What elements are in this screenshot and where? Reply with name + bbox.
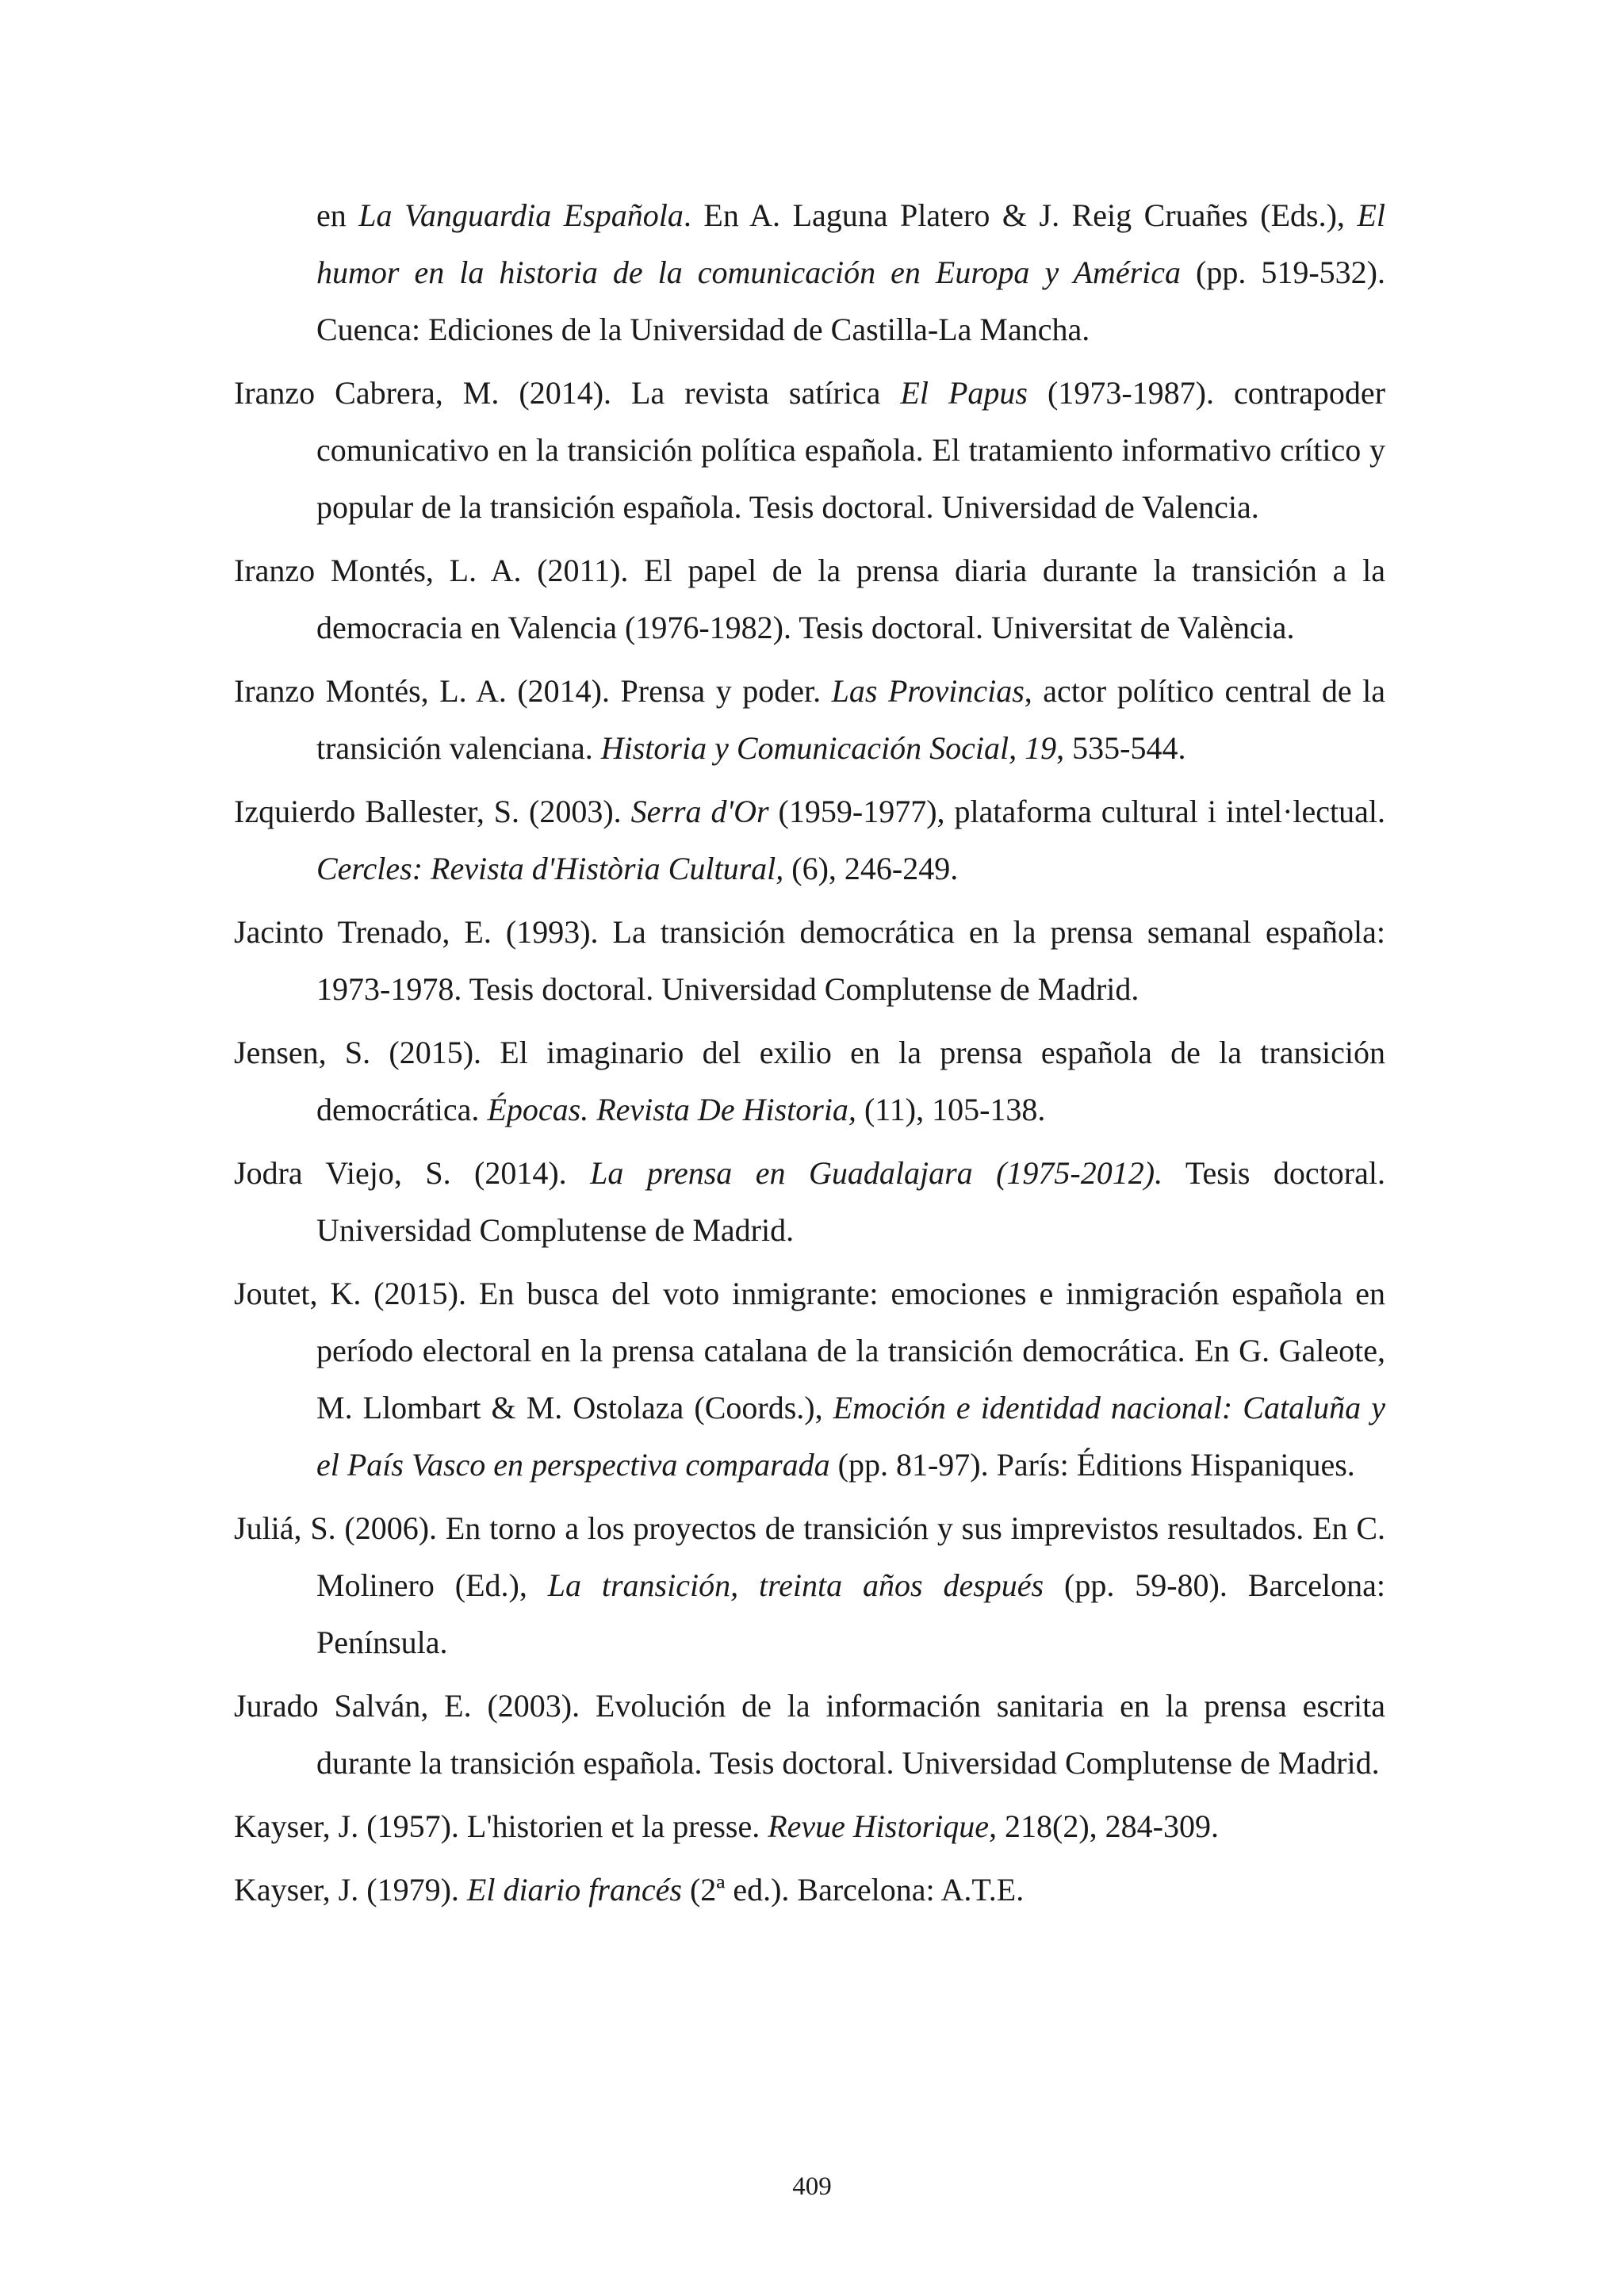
- entry-text: (pp. 519-532). Cuenca: Ediciones de la Universidad de Castilla-La Mancha.: [316, 254, 1385, 347]
- entry-title-italic: Historia y Comunicación Social, 19: [600, 730, 1057, 766]
- entry-text: Juliá, S. (2006). En torno a los proyectos de transición y sus imprevistos resultados. En C. Molinero (Ed.),: [234, 1510, 1385, 1603]
- entry-title-italic: Serra d'Or: [630, 794, 769, 829]
- entry-title-italic: Revue Historique,: [768, 1808, 998, 1844]
- page-number: 409: [792, 2172, 832, 2201]
- entry-text: Izquierdo Ballester, S. (2003).: [234, 794, 631, 829]
- bibliography-entry: [234, 1500, 1385, 1671]
- entry-text: Kayser, J. (1957). L'historien et la presse.: [234, 1808, 768, 1844]
- entry-title-italic: Las Provincias: [831, 673, 1025, 709]
- entry-text: (pp. 59-80). Barcelona: Península.: [316, 1567, 1385, 1660]
- entry-title-italic: La prensa en Guadalajara (1975-2012).: [590, 1155, 1163, 1191]
- bibliography-entry: [234, 365, 1385, 536]
- bibliography-entry: [234, 904, 1385, 1018]
- entry-text: (1973-1987). contrapoder comunicativo en la transición política española. El tratamiento informativo crítico y popular de la transición española. Tesis doctoral. Universidad de Valencia.: [316, 375, 1386, 525]
- entry-text: Iranzo Cabrera, M. (2014). La revista satírica: [234, 375, 901, 411]
- entry-text: Tesis doctoral. Universidad Complutense de Madrid.: [316, 1155, 1385, 1248]
- bibliography-entry: [234, 1145, 1385, 1259]
- entry-title-italic: El humor en la historia de la comunicación en Europa y América: [316, 197, 1385, 290]
- entry-text: en: [316, 197, 359, 233]
- entry-text: Iranzo Montés, L. A. (2011). El papel de la prensa diaria durante la transición a la democracia en Valencia (1976-1982). Tesis doctoral. Universitat de València.: [234, 553, 1385, 645]
- entry-title-italic: Emoción e identidad nacional: Cataluña y el País Vasco en perspectiva comparada: [316, 1390, 1385, 1483]
- entry-text: Joutet, K. (2015). En busca del voto inmigrante: emociones e inmigración española en período electoral en la prensa catalana de la transición democrática. En G. Galeote, M. Llombart & M. Ostolaza (Coords.),: [234, 1276, 1385, 1425]
- entry-text: (1959-1977), plataforma cultural i intel·lectual.: [768, 794, 1386, 829]
- bibliography-entry: [234, 1678, 1385, 1792]
- entry-text: . En A. Laguna Platero & J. Reig Cruañes (Eds.),: [683, 197, 1358, 233]
- entry-title-italic: La transición, treinta años después: [547, 1567, 1044, 1603]
- bibliography-entry: [234, 1265, 1385, 1494]
- bibliography-entry: [234, 542, 1385, 656]
- entry-text: , 535-544.: [1056, 730, 1186, 766]
- bibliography-entry: [234, 783, 1385, 897]
- entry-text: (11), 105-138.: [856, 1092, 1046, 1127]
- entry-text: 218(2), 284-309.: [997, 1808, 1219, 1844]
- entry-title-italic: El diario francés: [466, 1872, 682, 1908]
- bibliography-entry: [234, 663, 1385, 777]
- entry-title-italic: Cercles: Revista d'Història Cultural,: [316, 851, 784, 886]
- entry-text: Jacinto Trenado, E. (1993). La transición democrática en la prensa semanal española: 1973-1978. Tesis doctoral. Universidad Complutense de Madrid.: [234, 914, 1385, 1007]
- entry-text: (6), 246-249.: [783, 851, 959, 886]
- entry-text: (pp. 81-97). París: Éditions Hispaniques.: [829, 1447, 1355, 1483]
- bibliography-entry: [234, 1862, 1385, 1919]
- bibliography-list: [234, 187, 1385, 1925]
- entry-text: , actor político central de la transición valenciana.: [316, 673, 1385, 766]
- bibliography-entry: [234, 1024, 1385, 1138]
- entry-text: Iranzo Montés, L. A. (2014). Prensa y poder.: [234, 673, 832, 709]
- entry-text: Jurado Salván, E. (2003). Evolución de la información sanitaria en la prensa escrita durante la transición española. Tesis doctoral. Universidad Complutense de Madrid.: [234, 1688, 1385, 1781]
- entry-text: Jodra Viejo, S. (2014).: [234, 1155, 591, 1191]
- entry-text: Kayser, J. (1979).: [234, 1872, 467, 1908]
- entry-text: Jensen, S. (2015). El imaginario del exilio en la prensa española de la transición democrática.: [234, 1035, 1385, 1127]
- bibliography-entry: [234, 1798, 1385, 1855]
- entry-title-italic: Épocas. Revista De Historia,: [487, 1092, 856, 1127]
- entry-text: (2ª ed.). Barcelona: A.T.E.: [681, 1872, 1025, 1908]
- entry-title-italic: La Vanguardia Española: [358, 197, 684, 233]
- bibliography-entry: [234, 187, 1385, 358]
- entry-title-italic: El Papus: [900, 375, 1028, 411]
